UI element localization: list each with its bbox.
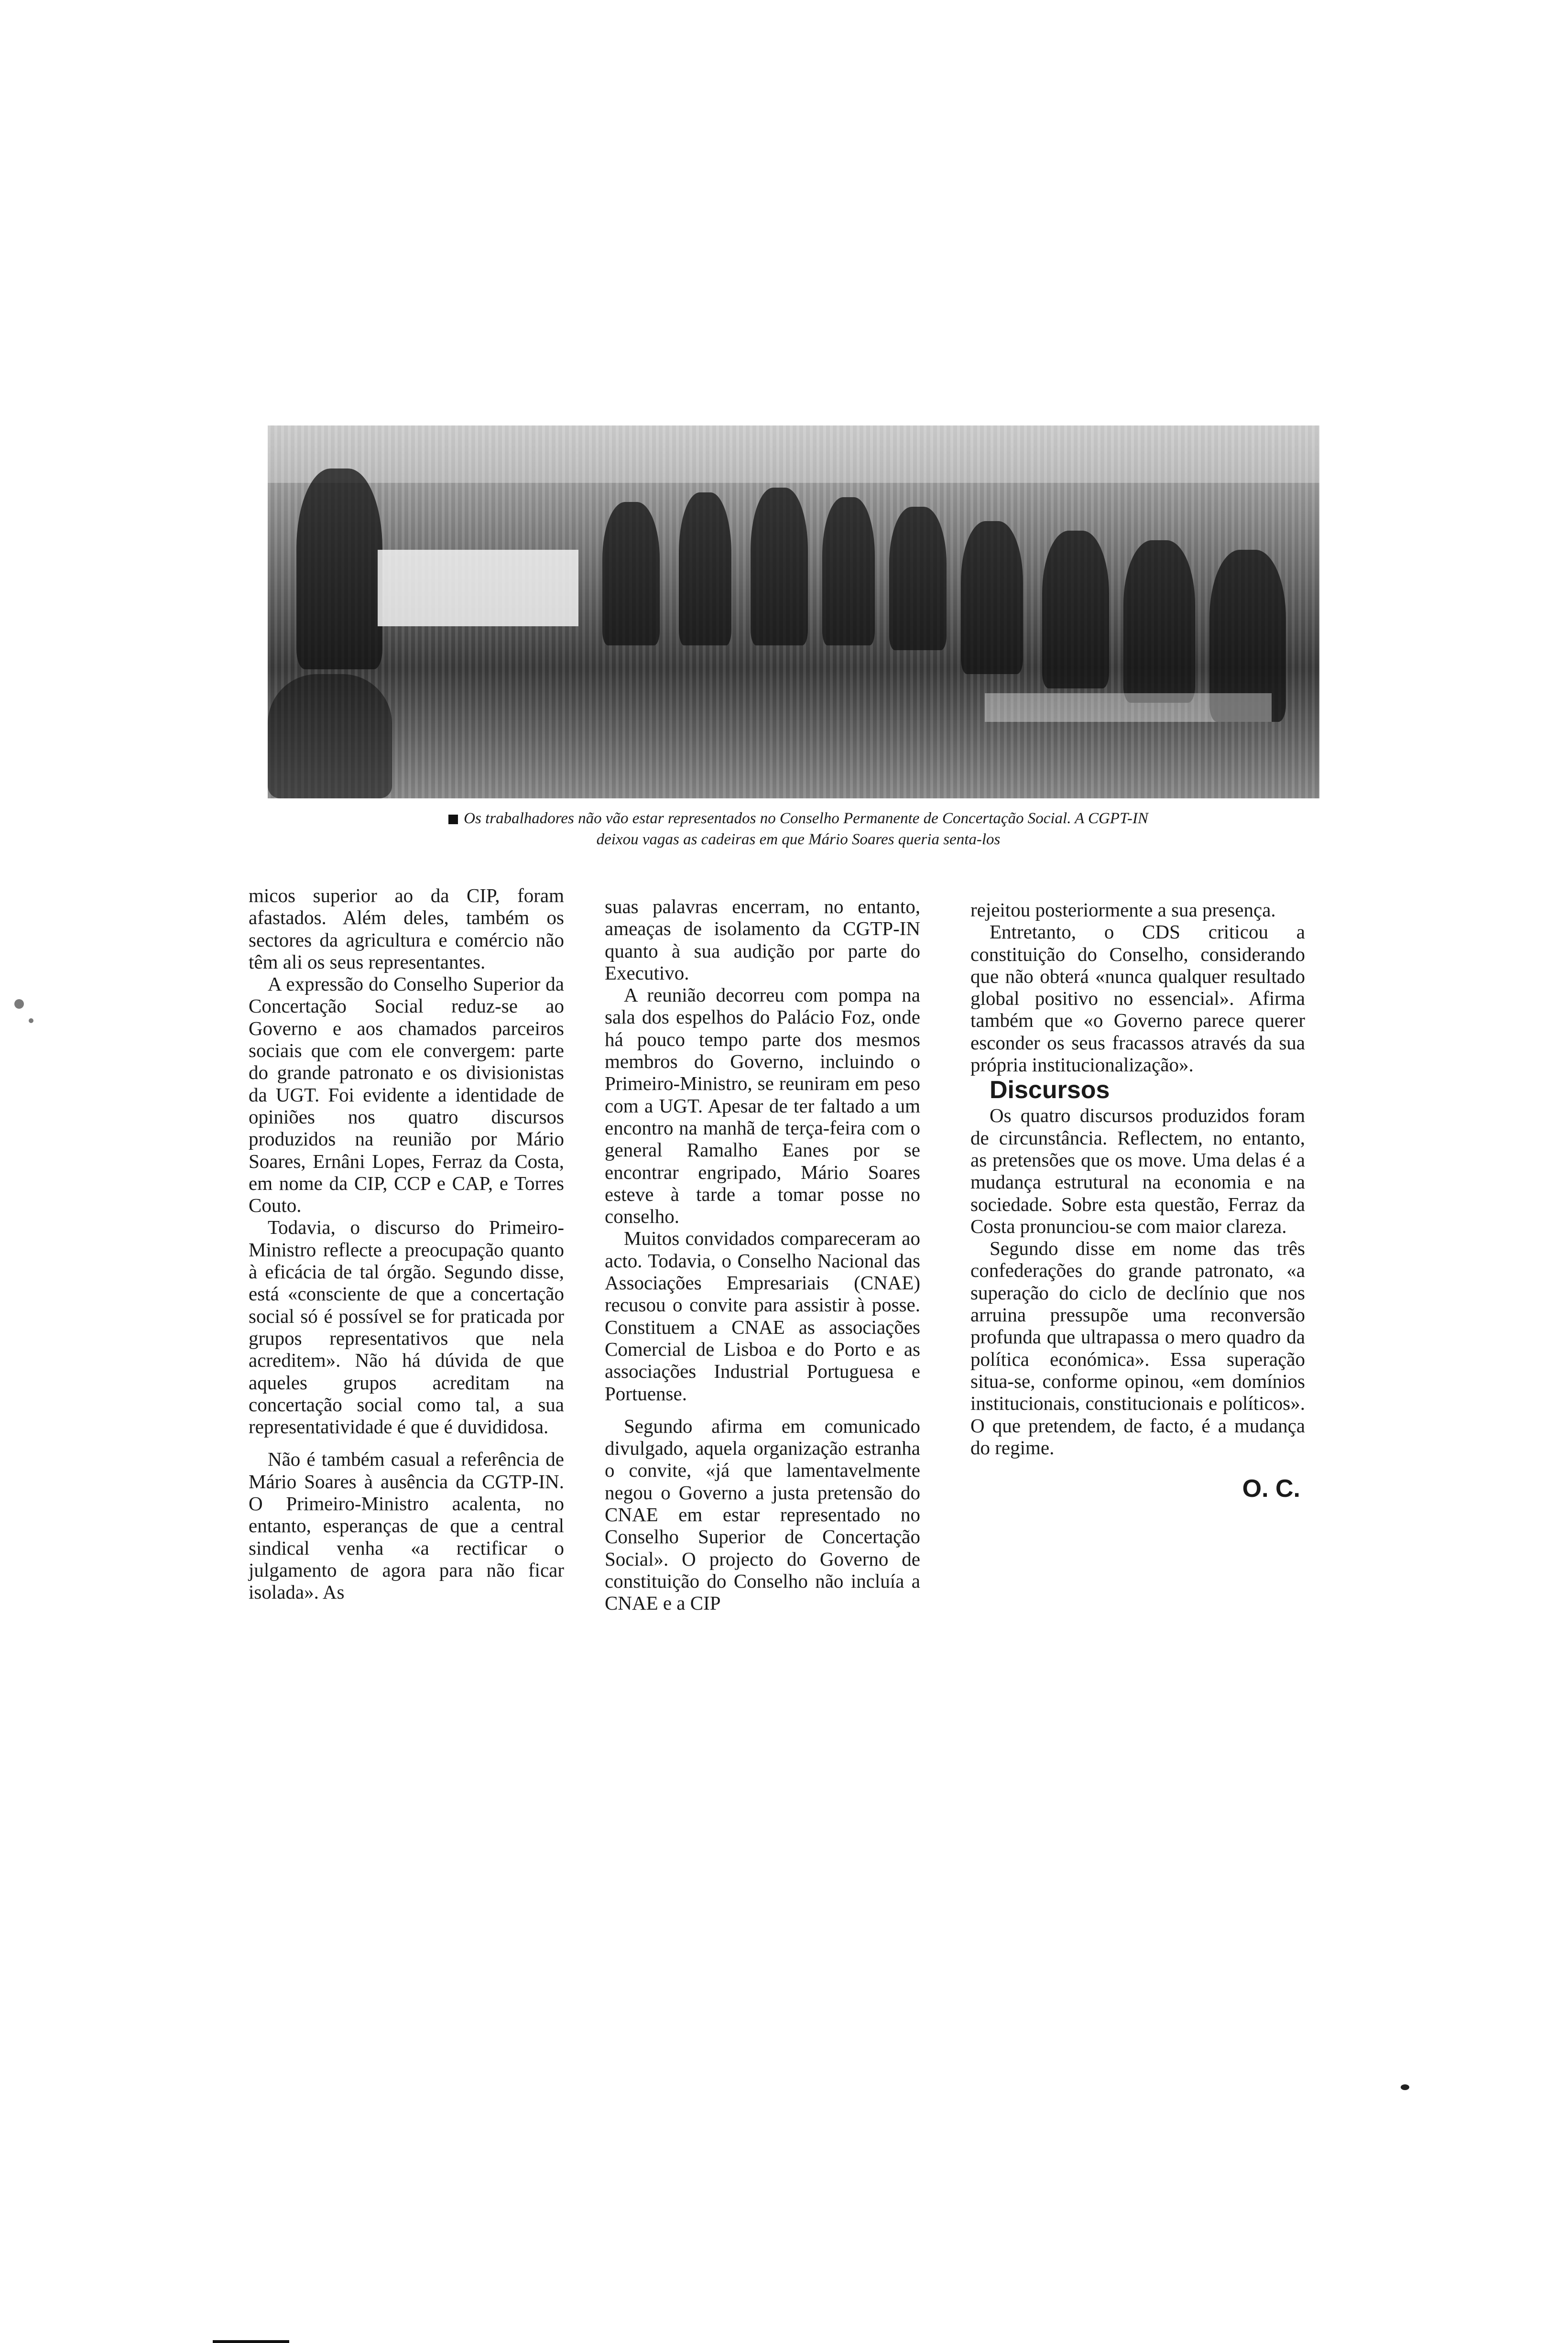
paragraph: Não é também casual a referência de Mário Soares à ausência da CGTP-IN. O Primeiro-Ministro acalenta, no entanto, esperanças de que a central sindical venha «a rectificar o julgamento de agora para não ficar isolada». As <box>249 1448 564 1603</box>
paragraph: A reunião decorreu com pompa na sala dos espelhos do Palácio Foz, onde há pouco tempo parte dos mesmos membros do Governo, incluindo o Primeiro-Ministro, se reuniram em peso com a UGT. Apesar de ter faltado a um encontro na manhã de terça-feira com o general Ramalho Eanes por se encontrar engripado, Mário Soares esteve à tarde a tomar posse no conselho. <box>605 984 920 1228</box>
column-end-rule <box>213 2340 289 2343</box>
caption-line-1: Os trabalhadores não vão estar representados no Conselho Permanente de Concertação Social. A CGPT-IN <box>464 810 1148 827</box>
paragraph: A expressão do Conselho Superior da Concertação Social reduz-se ao Governo e aos chamados parceiros sociais que com ele convergem: parte do grande patronato e os divisionistas da UGT. Foi evidente a identidade de opiniões nos quatro discursos produzidos na reunião por Mário Soares, Ernâni Lopes, Ferraz da Costa, em nome da CIP, CCP e CAP, e Torres Couto. <box>249 973 564 1217</box>
scan-speck <box>1401 2084 1409 2090</box>
article-column-3 <box>970 899 1305 1503</box>
section-heading: Discursos <box>990 1076 1110 1104</box>
caption-line-2: deixou vagas as cadeiras em que Mário Soares queria senta-los <box>596 831 1001 848</box>
article-column-2 <box>605 895 920 1614</box>
scan-speck <box>14 999 24 1009</box>
paragraph: Entretanto, o CDS criticou a constituição do Conselho, considerando que não obterá «nunca qualquer resultado global positivo no essencial». Afirma também que «o Governo parece querer esconder os seus fracassos através da sua própria institucionalização». <box>970 921 1305 1076</box>
author-signature: O. C. <box>1242 1475 1300 1503</box>
paragraph: rejeitou posteriormente a sua presença. <box>970 899 1276 921</box>
paragraph: Muitos convidados compareceram ao acto. Todavia, o Conselho Nacional das Associações Empresariais (CNAE) recusou o convite para assistir à posse. Constituem a CNAE as associações Comercial de Lisboa e do Porto e as associações Industrial Portuguesa e Portuense. <box>605 1227 920 1405</box>
scan-speck <box>29 1018 33 1023</box>
paragraph: Segundo afirma em comunicado divulgado, aquela organização estranha o convite, «já que lamentavelmente negou o Governo a justa pretensão do CNAE em estar representado no Conselho Superior de Concertação Social». O projecto do Governo de constituição do Conselho não incluía a CNAE e a CIP <box>605 1415 920 1614</box>
meeting-photo <box>268 425 1319 798</box>
paragraph: suas palavras encerram, no entanto, ameaças de isolamento da CGTP-IN quanto à sua audição por parte do Executivo. <box>605 895 920 984</box>
caption-bullet <box>448 815 458 824</box>
paragraph: Todavia, o discurso do Primeiro-Ministro reflecte a preocupação quanto à eficácia de tal órgão. Segundo disse, está «consciente de que a concertação social só é possível se for praticada por grupos representativos que nela acreditem». Não há dúvida de que aqueles grupos acreditam na concertação social como tal, a sua representatividade é que é duvididosa. <box>249 1216 564 1438</box>
paragraph: Segundo disse em nome das três confederações do grande patronato, «a superação do ciclo de declínio que nos arruina pressupõe uma reconversão profunda que ultrapassa o mero quadro da política económica». Essa superação situa-se, conforme opinou, «em domínios institucionais, constitucionais e políticos». O que pretendem, de facto, é a mudança do regime. <box>970 1237 1305 1459</box>
paragraph: Os quatro discursos produzidos foram de circunstância. Reflectem, no entanto, as pretensões que os move. Uma delas é a mudança estrutural na economia e na sociedade. Sobre esta questão, Ferraz da Costa pronunciou-se com maior clareza. <box>970 1104 1305 1237</box>
paragraph: micos superior ao da CIP, foram afastados. Além deles, também os sectores da agricultura e comércio não têm ali os seus representantes. <box>249 884 564 973</box>
photo-caption <box>268 808 1329 850</box>
article-column-1 <box>249 884 564 1603</box>
